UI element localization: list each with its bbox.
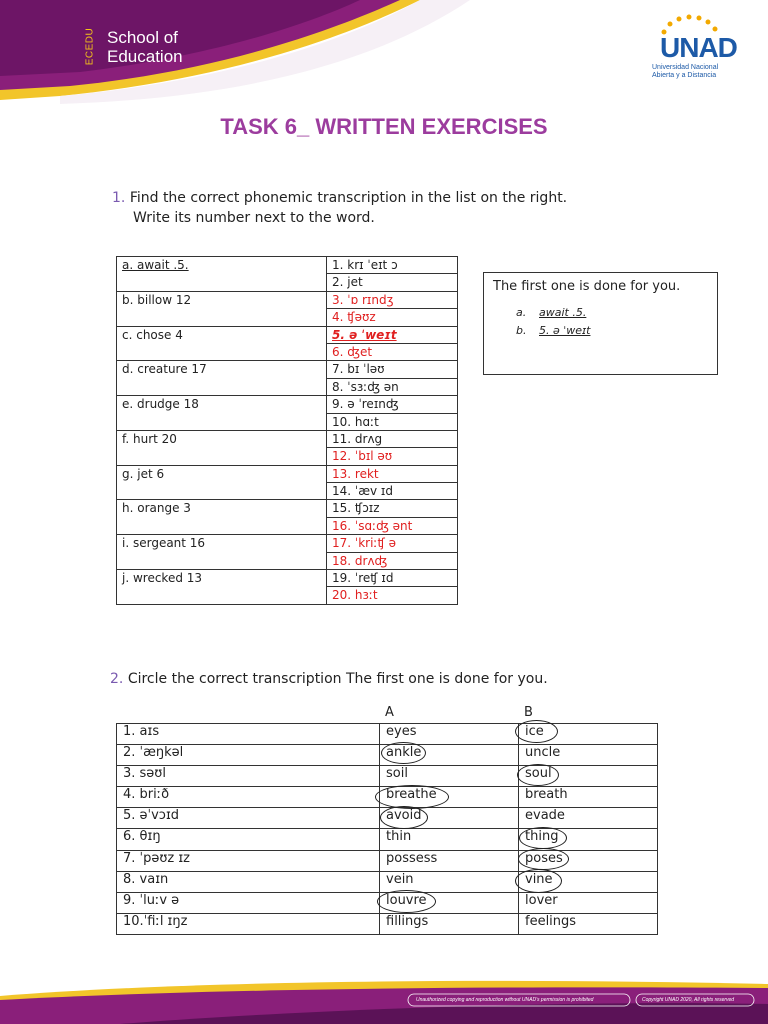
answer-circle	[377, 890, 436, 913]
option-a-cell: possess	[380, 850, 519, 871]
answer-circle	[517, 764, 559, 786]
table-row	[117, 871, 658, 892]
answer-circle	[380, 806, 428, 829]
example-a-label: a.	[516, 306, 527, 319]
option-b-cell: lover	[519, 892, 658, 913]
transcription-cell: 2. ˈæŋkəl	[117, 745, 380, 766]
transcription-cell: 1. krɪ ˈeɪt ɔ	[327, 257, 458, 274]
option-a-cell: vein	[380, 871, 519, 892]
word-cell: j. wrecked 13	[117, 570, 327, 605]
answer-circle	[375, 785, 449, 809]
table-row	[117, 850, 658, 871]
option-a-cell: ankle	[380, 745, 519, 766]
ecedu-text: ECEDU	[84, 27, 96, 66]
option-a-cell: breathe	[380, 787, 519, 808]
question-1-number: 1.	[112, 190, 126, 206]
matching-table	[116, 256, 458, 605]
transcription-cell: 8. ˈsɜːʤ ən	[327, 378, 458, 395]
table-row	[117, 291, 458, 308]
page-title: TASK 6_ WRITTEN EXERCISES	[220, 114, 548, 139]
word-cell: f. hurt 20	[117, 430, 327, 465]
word-cell	[117, 257, 327, 292]
transcription-cell: 20. hɜːt	[327, 587, 458, 604]
table-row	[117, 257, 458, 274]
table-row	[117, 724, 658, 745]
option-a-cell: thin	[380, 829, 519, 850]
option-a-cell: fillings	[380, 913, 519, 934]
table-row	[117, 465, 458, 482]
transcription-cell: 9. ˈluːv ə	[117, 892, 380, 913]
word-cell: g. jet 6	[117, 465, 327, 500]
example-a-text: await .5.	[539, 306, 587, 319]
word-cell: h. orange 3	[117, 500, 327, 535]
word-text: a. await .5.	[122, 258, 189, 272]
example-b-label: b.	[516, 324, 527, 337]
ecedu-mark	[83, 28, 99, 70]
transcription-cell: 3. ˈɒ rɪndʒ	[327, 291, 458, 308]
transcription-cell: 10. hɑːt	[327, 413, 458, 430]
transcription-cell: 11. drʌg	[327, 430, 458, 447]
table-row	[117, 913, 658, 934]
option-a-cell: avoid	[380, 808, 519, 829]
question-2-text: Circle the correct transcription The first one is done for you.	[127, 671, 548, 687]
footer-note-right: Copyright UNAD 2020, All rights reserved	[642, 997, 735, 1003]
footer-graphic	[0, 960, 768, 1024]
option-b-cell: ice	[519, 724, 658, 745]
answer-circle	[518, 848, 569, 870]
school-line2: Education	[107, 47, 183, 66]
table-row	[117, 766, 658, 787]
transcription-cell: 12. ˈbɪl əʊ	[327, 448, 458, 465]
transcription-cell: 5. əˈvɔɪd	[117, 808, 380, 829]
transcription-cell: 15. ʧɔɪz	[327, 500, 458, 517]
table-row	[117, 361, 458, 378]
transcription-cell: 10.ˈfiːl ɪŋz	[117, 913, 380, 934]
example-b-text: 5. ə ˈweɪt	[539, 324, 591, 337]
table-row	[117, 535, 458, 552]
table-row	[117, 500, 458, 517]
word-cell: c. chose 4	[117, 326, 327, 361]
transcription-cell: 4. ʧəʊz	[327, 309, 458, 326]
question-1	[112, 188, 567, 208]
school-name	[107, 28, 183, 66]
question-1-line2: Write its number next to the word.	[133, 210, 375, 226]
question-1-line1: Find the correct phonemic transcription in the list on the right.	[129, 190, 568, 206]
logo-word: UNAD	[660, 32, 737, 63]
transcription-cell: 19. ˈreʧ ɪd	[327, 570, 458, 587]
transcription-cell: 7. bɪ ˈləʊ	[327, 361, 458, 378]
option-b-cell: uncle	[519, 745, 658, 766]
option-b-cell: thing	[519, 829, 658, 850]
table-row	[117, 326, 458, 343]
school-line1: School of	[107, 28, 178, 47]
option-b-cell: vine	[519, 871, 658, 892]
word-cell: b. billow 12	[117, 291, 327, 326]
table-row	[117, 430, 458, 447]
transcription-cell: 14. ˈæv ɪd	[327, 483, 458, 500]
footer-banner	[0, 960, 768, 1024]
answer-circle	[519, 827, 567, 849]
unad-logo	[652, 14, 752, 84]
question-2-number: 2.	[110, 671, 124, 687]
transcription-cell: 8. vaɪn	[117, 871, 380, 892]
transcription-cell: 1. aɪs	[117, 724, 380, 745]
word-cell: e. drudge 18	[117, 396, 327, 431]
table-row	[117, 570, 458, 587]
question-2	[110, 669, 548, 689]
transcription-cell: 7. ˈpəʊz ɪz	[117, 850, 380, 871]
option-b-cell: poses	[519, 850, 658, 871]
option-b-cell: breath	[519, 787, 658, 808]
transcription-cell: 9. ə ˈreɪnʤ	[327, 396, 458, 413]
transcription-cell: 5. ə ˈweɪt	[327, 326, 458, 343]
option-a-cell: soil	[380, 766, 519, 787]
option-a-cell: louvre	[380, 892, 519, 913]
answer-circle	[515, 869, 562, 893]
transcription-cell: 16. ˈsɑːʤ ənt	[327, 517, 458, 534]
table-row	[117, 396, 458, 413]
word-cell: d. creature 17	[117, 361, 327, 396]
example-box	[483, 272, 718, 375]
column-b-header: B	[524, 705, 533, 720]
header-banner	[0, 0, 768, 110]
transcription-cell: 3. səʊl	[117, 766, 380, 787]
footer-note-left: Unauthorized copying and reproduction without UNAD's permission is prohibited	[416, 997, 594, 1003]
option-a-cell: eyes	[380, 724, 519, 745]
transcription-cell: 4. briːð	[117, 787, 380, 808]
transcription-cell: 13. rekt	[327, 465, 458, 482]
logo-subtitle-2: Abierta y a Distancia	[652, 72, 717, 79]
option-b-cell: feelings	[519, 913, 658, 934]
option-b-cell: soul	[519, 766, 658, 787]
table-row	[117, 829, 658, 850]
option-b-cell: evade	[519, 808, 658, 829]
column-a-header: A	[385, 705, 394, 720]
transcription-cell: 17. ˈkriːʧ ə	[327, 535, 458, 552]
logo-subtitle-1: Universidad Nacional	[652, 64, 719, 71]
answer-circle	[515, 720, 558, 743]
answer-circle	[381, 742, 426, 764]
transcription-cell: 6. ʤet	[327, 343, 458, 360]
word-cell: i. sergeant 16	[117, 535, 327, 570]
transcription-cell: 18. drʌʤ	[327, 552, 458, 569]
transcription-cell: 2. jet	[327, 274, 458, 291]
example-heading: The first one is done for you.	[493, 279, 681, 294]
transcription-cell: 6. θɪŋ	[117, 829, 380, 850]
